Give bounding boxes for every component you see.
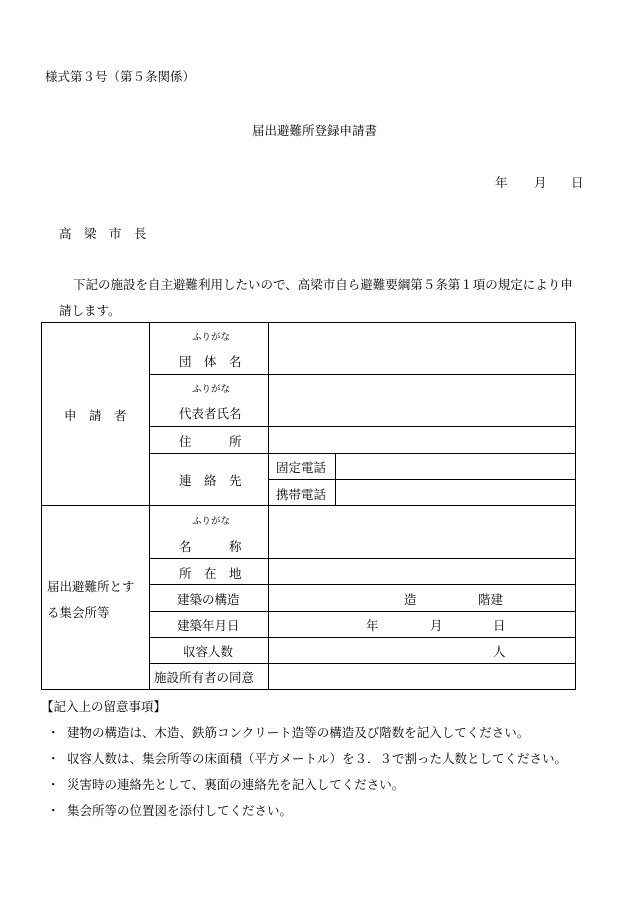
mobile-field[interactable] (337, 481, 574, 504)
landline-field[interactable] (337, 455, 574, 478)
consent-field[interactable] (270, 665, 574, 688)
date-year: 年 (495, 175, 508, 190)
group-name-furigana: ふりがな (192, 332, 231, 343)
note-bullet: ・ (47, 725, 60, 740)
capacity-unit: 人 (493, 644, 506, 659)
page-title: 届出避難所登録申請書 (252, 123, 378, 138)
mobile-label: 携帯電話 (276, 487, 327, 502)
intro-line-1: 下記の施設を自主避難利用したいので、高梁市自ら避難要綱第５条第１項の規定により申 (73, 277, 573, 292)
note-item-2: 収容人数は、集会所等の床面積（平方メートル）を３．３で割った人数としてください。 (67, 751, 568, 766)
consent-label: 施設所有者の同意 (154, 670, 255, 685)
note-item-3: 災害時の連絡先として、裏面の連絡先を記入してください。 (67, 777, 405, 792)
facility-name-furigana: ふりがな (192, 516, 231, 527)
address-label: 住 所 (179, 434, 242, 449)
facility-name-field[interactable] (270, 507, 574, 557)
location-field[interactable] (270, 560, 574, 583)
applicant-section-label: 申 請 者 (64, 408, 127, 423)
group-name-field[interactable] (270, 324, 574, 373)
location-label: 所 在 地 (179, 566, 242, 581)
note-bullet: ・ (47, 751, 60, 766)
form-number: 様式第３号（第５条関係） (45, 69, 196, 84)
intro-line-2: 請します。 (59, 303, 121, 318)
representative-field[interactable] (270, 376, 574, 425)
facility-section-label-1: 届出避難所とす (47, 579, 135, 594)
built-date-label: 建築年月日 (177, 618, 240, 633)
structure-label: 建築の構造 (177, 592, 240, 607)
addressee: 高 梁 市 長 (59, 226, 147, 241)
representative-furigana: ふりがな (192, 384, 231, 395)
date-month: 月 (534, 175, 547, 190)
application-form-table (41, 322, 576, 690)
structure-zo: 造 (404, 592, 417, 607)
note-item-4: 集会所等の位置図を添付してください。 (67, 803, 293, 818)
representative-label: 代表者氏名 (179, 406, 242, 421)
note-bullet: ・ (47, 803, 60, 818)
note-bullet: ・ (47, 777, 60, 792)
built-day: 日 (493, 618, 506, 633)
note-item-1: 建物の構造は、木造、鉄筋コンクリート造等の構造及び階数を記入してください。 (67, 725, 530, 740)
built-year: 年 (366, 618, 379, 633)
facility-section-label-2: る集会所等 (47, 605, 110, 620)
landline-label: 固定電話 (276, 460, 327, 475)
facility-name-label: 名 称 (179, 539, 242, 554)
capacity-label: 収容人数 (183, 644, 234, 659)
contact-label: 連 絡 先 (179, 473, 242, 488)
date-day: 日 (571, 175, 584, 190)
notes-heading: 【記入上の留意事項】 (41, 699, 167, 714)
built-month: 月 (430, 618, 443, 633)
address-field[interactable] (270, 428, 574, 452)
structure-kai: 階建 (478, 592, 504, 607)
group-name-label: 団 体 名 (179, 354, 242, 369)
